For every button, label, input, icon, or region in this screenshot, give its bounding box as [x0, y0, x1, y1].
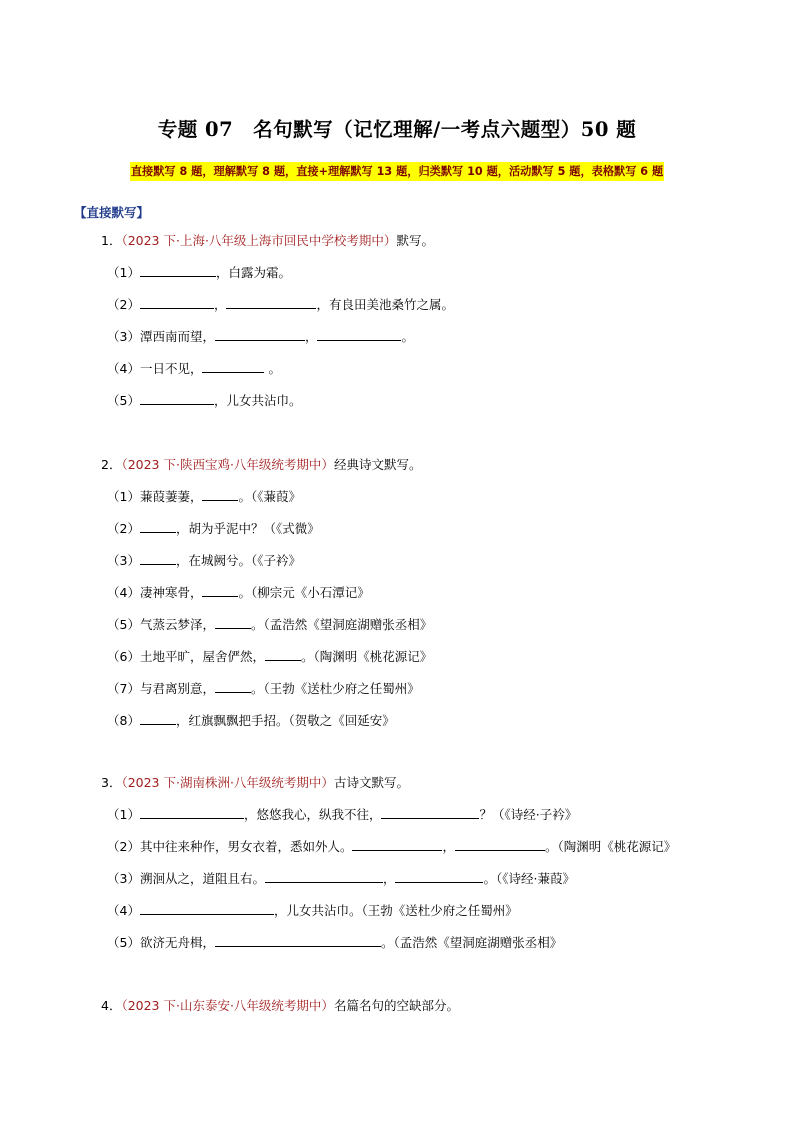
q3-item-5 — [107, 933, 562, 951]
item-number: （1） — [107, 807, 140, 822]
answer-blank[interactable] — [215, 680, 251, 693]
item-text: ，儿女共沾巾。（王勃《送杜少府之任蜀州》 — [273, 903, 518, 918]
item-text: 溯洄从之，道阻且右。 — [139, 871, 265, 886]
answer-blank[interactable] — [140, 806, 244, 819]
answer-blank[interactable] — [140, 296, 214, 309]
question-source: （2023 下·上海·八年级上海市回民中学校考期中） — [121, 233, 397, 248]
item-number: （3） — [107, 329, 140, 344]
item-text: 。（孟浩然《望洞庭湖赠张丞相》 — [250, 617, 433, 632]
item-text: 欲济无舟楫， — [139, 935, 215, 950]
question-source: （2023 下·湖南株洲·八年级统考期中） — [121, 775, 334, 790]
q1-item-3 — [107, 327, 414, 345]
question-source: （2023 下·山东泰安·八年级统考期中） — [121, 998, 334, 1013]
highlighted-subtitle: 直接默写 8 题，理解默写 8 题，直接+理解默写 13 题，归类默写 10 题，活动默写 5 题，表格默写 6 题 — [130, 162, 664, 181]
q2-item-3 — [107, 551, 301, 569]
item-number: （5） — [107, 935, 140, 950]
item-text: ， — [442, 839, 455, 854]
answer-blank[interactable] — [317, 328, 401, 341]
answer-blank[interactable] — [352, 838, 442, 851]
answer-blank[interactable] — [140, 712, 176, 725]
item-text: 潭西南而望， — [139, 329, 215, 344]
question-prompt: 经典诗文默写。 — [333, 457, 422, 472]
item-text: ，悠悠我心，纵我不往， — [243, 807, 382, 822]
answer-blank[interactable] — [226, 296, 316, 309]
item-text: ， — [213, 297, 227, 312]
answer-blank[interactable] — [140, 264, 216, 277]
q1-item-5 — [107, 391, 301, 409]
item-text: 。 — [401, 329, 414, 344]
question-4-heading — [101, 996, 459, 1014]
item-text: 与君离别意， — [139, 681, 215, 696]
item-number: （8） — [107, 713, 140, 728]
item-number: （3） — [107, 553, 140, 568]
answer-blank[interactable] — [395, 870, 483, 883]
item-text: 。（王勃《送杜少府之任蜀州》 — [250, 681, 420, 696]
question-source: （2023 下·陕西宝鸡·八年级统考期中） — [121, 457, 334, 472]
item-text: 。（柳宗元《小石潭记》 — [238, 585, 370, 600]
question-2-heading — [101, 455, 421, 473]
item-number: （5） — [107, 393, 140, 408]
page-title: 专题 07 名句默写（记忆理解/一考点六题型）50 题 — [157, 118, 637, 141]
item-text: ，白露为霜。 — [215, 265, 291, 280]
item-number: （2） — [107, 297, 140, 312]
answer-blank[interactable] — [455, 838, 545, 851]
q2-item-4 — [107, 583, 370, 601]
q1-item-1 — [107, 263, 291, 281]
question-number: 3． — [101, 775, 122, 790]
answer-blank[interactable] — [215, 934, 381, 947]
question-number: 4． — [101, 998, 122, 1013]
item-text: 蒹葭萋萋， — [139, 489, 203, 504]
answer-blank[interactable] — [202, 488, 238, 501]
item-text: ，红旗飘飘把手招。（贺敬之《回延安》 — [175, 713, 395, 728]
item-text: 凄神寒骨， — [139, 585, 203, 600]
item-text: ，有良田美池桑竹之属。 — [316, 297, 454, 312]
item-number: （1） — [107, 489, 140, 504]
item-text: ，儿女共沾巾。 — [213, 393, 302, 408]
subtitle-container — [0, 160, 794, 181]
q1-item-4 — [107, 359, 281, 377]
item-text: ，胡为乎泥中？（《式微》 — [175, 521, 320, 536]
item-text: 。（陶渊明《桃花源记》 — [544, 839, 677, 854]
item-number: （4） — [107, 361, 140, 376]
item-text: ？（《诗经·子衿》 — [479, 807, 578, 822]
q2-item-6 — [107, 647, 432, 665]
answer-blank[interactable] — [215, 328, 305, 341]
item-text: 一日不见， — [139, 361, 203, 376]
item-number: （2） — [107, 521, 140, 536]
q2-item-5 — [107, 615, 432, 633]
item-text: ， — [382, 871, 396, 886]
q3-item-1 — [107, 805, 577, 823]
answer-blank[interactable] — [140, 902, 274, 915]
section-label: 【直接默写】 — [74, 205, 150, 220]
q2-item-1 — [107, 487, 301, 505]
answer-blank[interactable] — [140, 392, 214, 405]
item-text: ，在城阙兮。（《子衿》 — [175, 553, 301, 568]
q3-item-3 — [107, 869, 575, 887]
q3-item-4 — [107, 901, 518, 919]
item-number: （4） — [107, 585, 140, 600]
question-1-heading — [101, 231, 434, 249]
q2-item-2 — [107, 519, 320, 537]
item-text: 气蒸云梦泽， — [139, 617, 215, 632]
item-text: 土地平旷，屋舍俨然， — [139, 649, 265, 664]
question-number: 1． — [101, 233, 122, 248]
item-number: （5） — [107, 617, 140, 632]
item-text: 。（《诗经·蒹葭》 — [483, 871, 575, 886]
item-text: 。 — [264, 361, 281, 376]
item-number: （3） — [107, 871, 140, 886]
q3-item-2 — [107, 837, 676, 855]
q2-item-8 — [107, 711, 395, 729]
answer-blank[interactable] — [202, 360, 264, 373]
answer-blank[interactable] — [265, 870, 383, 883]
answer-blank[interactable] — [140, 552, 176, 565]
item-text: 。（陶渊明《桃花源记》 — [300, 649, 433, 664]
q2-item-7 — [107, 679, 420, 697]
question-prompt: 古诗文默写。 — [333, 775, 409, 790]
item-text: 其中往来种作，男女衣着，悉如外人。 — [139, 839, 353, 854]
question-number: 2． — [101, 457, 122, 472]
question-prompt: 默写。 — [396, 233, 434, 248]
answer-blank[interactable] — [265, 648, 301, 661]
question-prompt: 名篇名句的空缺部分。 — [333, 998, 459, 1013]
q1-item-2 — [107, 295, 454, 313]
item-number: （4） — [107, 903, 140, 918]
answer-blank[interactable] — [140, 520, 176, 533]
item-text: ， — [304, 329, 318, 344]
answer-blank[interactable] — [215, 616, 251, 629]
answer-blank[interactable] — [202, 584, 238, 597]
answer-blank[interactable] — [381, 806, 479, 819]
item-number: （6） — [107, 649, 140, 664]
item-text: 。（孟浩然《望洞庭湖赠张丞相》 — [380, 935, 563, 950]
item-number: （2） — [107, 839, 140, 854]
item-number: （7） — [107, 681, 140, 696]
question-3-heading — [101, 773, 409, 791]
item-number: （1） — [107, 265, 140, 280]
item-text: 。（《蒹葭》 — [238, 489, 301, 504]
